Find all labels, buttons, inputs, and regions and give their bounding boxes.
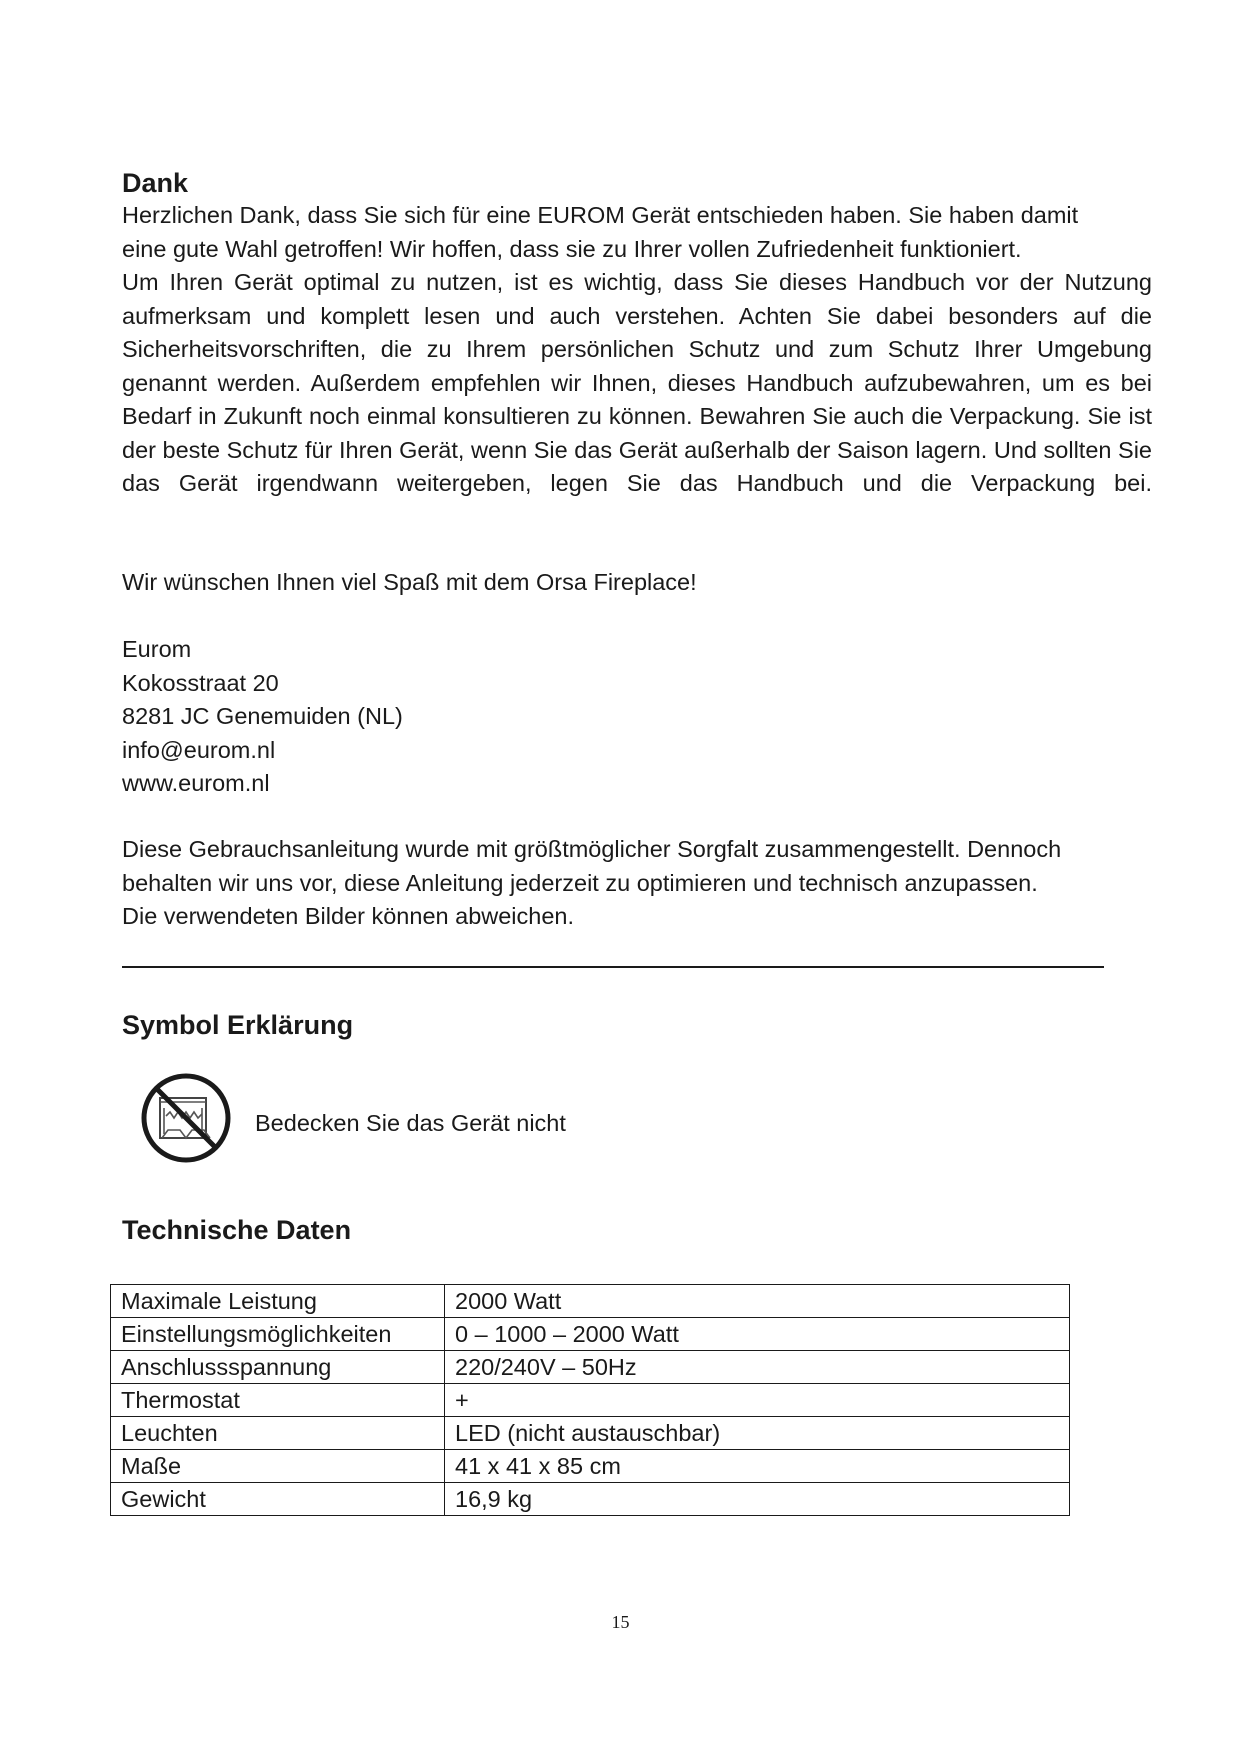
address-block bbox=[122, 633, 1152, 801]
spec-value: 16,9 kg bbox=[445, 1483, 1070, 1516]
dank-body: Um Ihren Gerät optimal zu nutzen, ist es wichtig, dass Sie dieses Handbuch vor der Nutzung aufmerksam und komplett lesen und auch verstehen. Achten Sie dabei besonders auf die Sicherheitsvorschriften, die zu Ihrem persönlichen Schutz und zum Schutz Ihrer Umgebung genannt werden. Außerdem empfehlen wir Ihnen, dieses Handbuch aufzubewahren, um es bei Bedarf in Zukunft noch einmal konsultieren zu können. Bewahren Sie auch die Verpackung. Sie ist der beste Schutz für Ihren Gerät, wenn Sie das Gerät außerhalb der Saison lagern. Und sollten Sie das Gerät irgendwann weitergeben, legen Sie das Handbuch und die Verpackung bei. bbox=[122, 269, 1152, 496]
disclaimer-line: Diese Gebrauchsanleitung wurde mit größtmöglicher Sorgfalt zusammengestellt. Dennoch bbox=[122, 836, 1062, 862]
symbol-heading: Symbol Erklärung bbox=[122, 1010, 354, 1040]
address-street: Kokosstraat 20 bbox=[122, 669, 279, 696]
dank-heading: Dank bbox=[122, 168, 189, 198]
spec-key: Einstellungsmöglichkeiten bbox=[111, 1318, 445, 1351]
intro-line: Herzlichen Dank, dass Sie sich für eine EUROM Gerät entschieden haben. Sie haben damit bbox=[122, 202, 1079, 228]
do-not-cover-icon bbox=[140, 1072, 232, 1164]
table-row bbox=[111, 1483, 1070, 1516]
table-row bbox=[111, 1318, 1070, 1351]
page-number: 15 bbox=[611, 1612, 630, 1632]
address-web: www.eurom.nl bbox=[122, 770, 270, 796]
address-city: 8281 JC Genemuiden (NL) bbox=[122, 703, 403, 729]
table-row bbox=[111, 1384, 1070, 1417]
dank-intro bbox=[122, 199, 1152, 266]
tech-heading: Technische Daten bbox=[122, 1215, 352, 1245]
disclaimer-line: Die verwendeten Bilder können abweichen. bbox=[122, 903, 575, 929]
spec-value: 2000 Watt bbox=[445, 1285, 1070, 1318]
dank-wish: Wir wünschen Ihnen viel Spaß mit dem Orsa Fireplace! bbox=[122, 569, 697, 595]
table-row bbox=[111, 1285, 1070, 1318]
disclaimer-line: behalten wir uns vor, diese Anleitung jederzeit zu optimieren und technisch anzupassen. bbox=[122, 869, 1038, 896]
disclaimer bbox=[122, 833, 1152, 934]
spec-value: 220/240V – 50Hz bbox=[445, 1351, 1070, 1384]
intro-line: eine gute Wahl getroffen! Wir hoffen, dass sie zu Ihrer vollen Zufriedenheit funktioniert. bbox=[122, 235, 1022, 262]
tech-table bbox=[110, 1284, 1070, 1516]
address-email: info@eurom.nl bbox=[122, 736, 276, 763]
section-divider bbox=[122, 966, 1104, 968]
spec-key: Maße bbox=[111, 1450, 445, 1483]
spec-key: Leuchten bbox=[111, 1417, 445, 1450]
spec-value: 41 x 41 x 85 cm bbox=[445, 1450, 1070, 1483]
spec-key: Anschlussspannung bbox=[111, 1351, 445, 1384]
symbol-label: Bedecken Sie das Gerät nicht bbox=[255, 1110, 566, 1136]
table-row bbox=[111, 1351, 1070, 1384]
spec-value: + bbox=[445, 1384, 1070, 1417]
spec-value: LED (nicht austauschbar) bbox=[445, 1417, 1070, 1450]
spec-key: Maximale Leistung bbox=[111, 1285, 445, 1318]
symbol-item bbox=[140, 1072, 840, 1172]
spec-key: Thermostat bbox=[111, 1384, 445, 1417]
spec-key: Gewicht bbox=[111, 1483, 445, 1516]
address-company: Eurom bbox=[122, 636, 192, 662]
table-row bbox=[111, 1450, 1070, 1483]
table-row bbox=[111, 1417, 1070, 1450]
spec-value: 0 – 1000 – 2000 Watt bbox=[445, 1318, 1070, 1351]
